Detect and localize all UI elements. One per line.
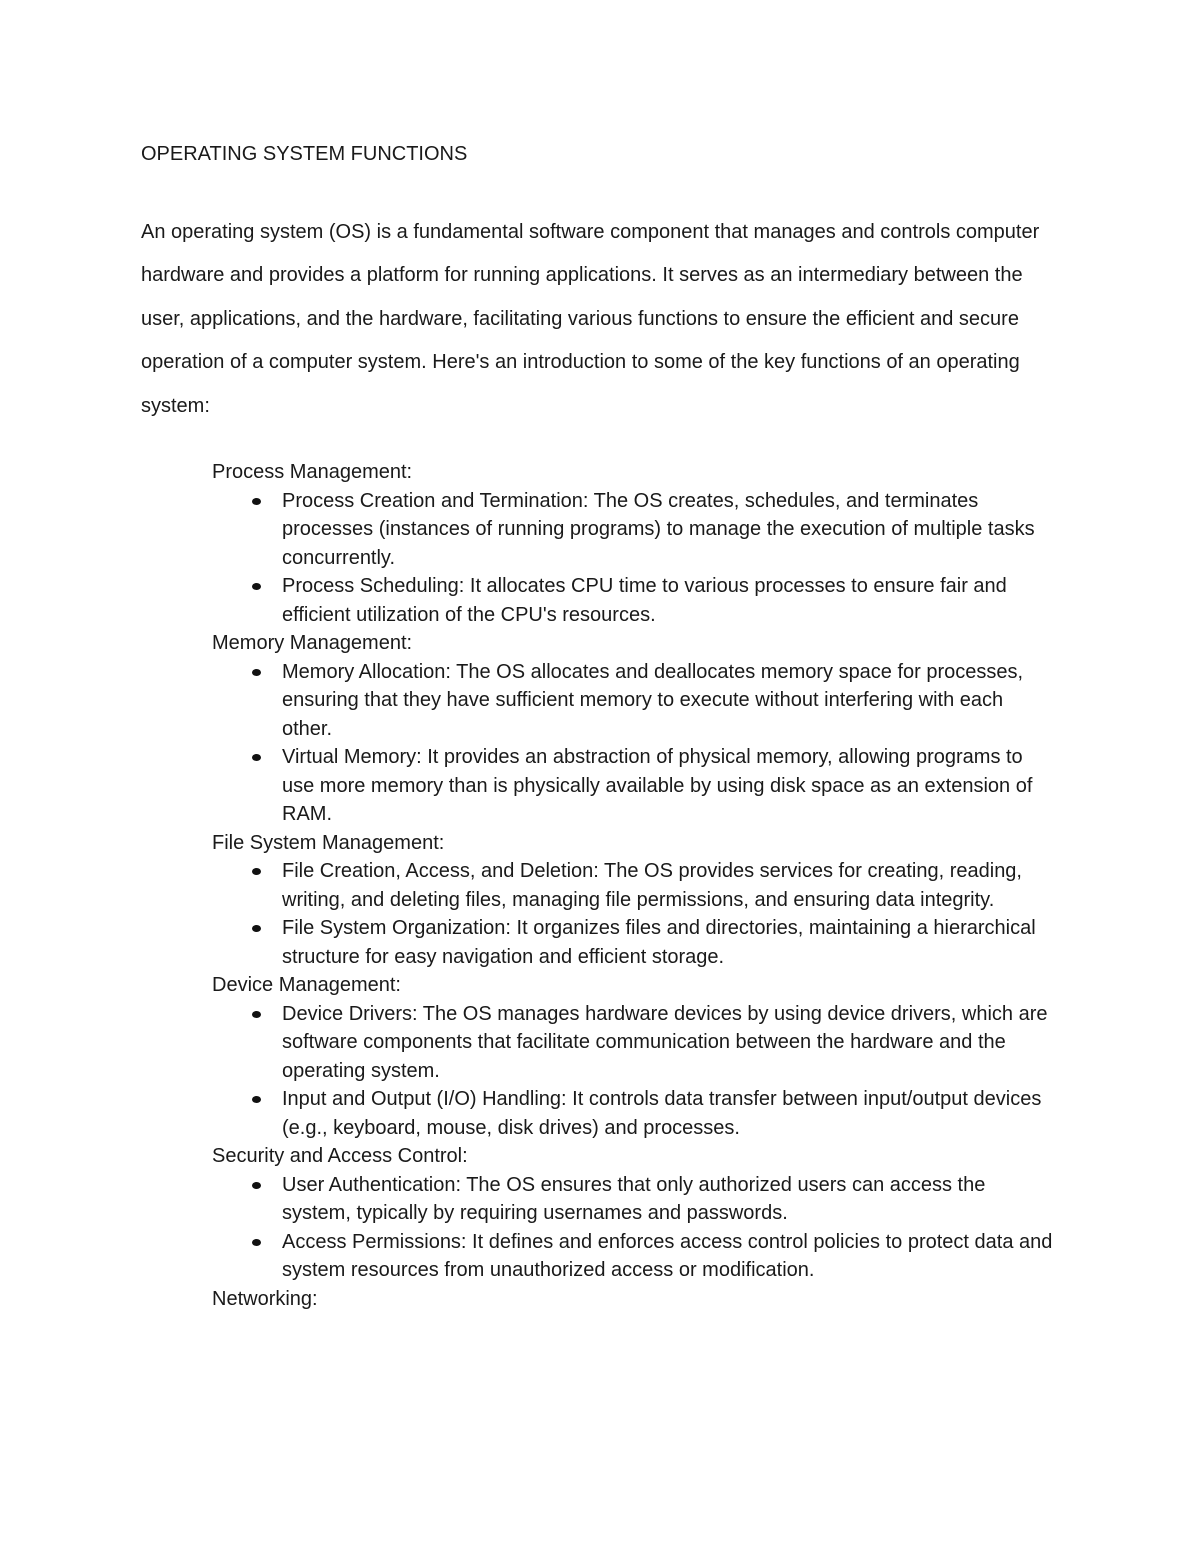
section-heading: Memory Management: [212,632,413,654]
bullet-icon [252,1096,261,1103]
list-item [212,1000,1057,1086]
section-file-system-management [212,829,1072,972]
function-sections [212,458,1072,1313]
list-item-text: Memory Allocation: The OS allocates and deallocates memory space for processes, ensuring that they have sufficient memory to execute without interfering with each other. [282,660,1024,740]
section-security-access-control [212,1142,1072,1285]
list-item [212,1085,1057,1142]
list-item-text: File System Organization: It organizes files and directories, maintaining a hierarchical structure for easy navigation and efficient storage. [282,917,1036,968]
list-item-text: Input and Output (I/O) Handling: It controls data transfer between input/output devices (e.g., keyboard, mouse, disk drives) and processes. [282,1088,1042,1139]
list-item [212,487,1057,573]
bullet-icon [252,498,261,505]
list-item-text: Process Creation and Termination: The OS creates, schedules, and terminates processes (instances of running programs) to manage the execution of multiple tasks concurrently. [282,489,1035,569]
bullet-list [212,857,1072,971]
section-heading: Networking: [212,1287,318,1310]
list-item-text: Access Permissions: It defines and enforces access control policies to protect data and system resources from unauthorized access or modification. [282,1230,1053,1281]
list-item [212,572,1057,629]
section-memory-management [212,629,1072,829]
list-item-text: Device Drivers: The OS manages hardware devices by using device drivers, which are software components that facilitate communication between the hardware and the operating system. [282,1002,1048,1082]
bullet-icon [252,925,261,932]
bullet-icon [252,669,261,676]
list-item [212,658,1057,744]
section-process-management [212,458,1072,629]
list-item [212,857,1057,914]
bullet-icon [252,583,261,590]
bullet-icon [252,754,261,761]
list-item [212,1171,1057,1228]
section-heading: Device Management: [212,974,401,996]
bullet-icon [252,868,261,875]
list-item-text: Virtual Memory: It provides an abstraction of physical memory, allowing programs to use more memory than is physically available by using disk space as an extension of RAM. [282,746,1033,825]
section-device-management [212,971,1072,1142]
list-item-text: File Creation, Access, and Deletion: The OS provides services for creating, reading, writing, and deleting files, managing file permissions, and ensuring data integrity. [282,860,1022,911]
intro-paragraph: An operating system (OS) is a fundamental software component that manages and controls computer hardware and provides a platform for running applications. It serves as an intermediary between the user, applications, and the hardware, facilitating various functions to ensure the efficient and secure operation of a computer system. Here's an introduction to some of the key functions of an operating system: [141,221,1040,417]
section-heading: File System Management: [212,831,445,854]
bullet-icon [252,1182,261,1189]
section-heading: Security and Access Control: [212,1145,468,1167]
list-item [212,1228,1057,1285]
document-title: OPERATING SYSTEM FUNCTIONS [141,143,468,165]
section-networking [212,1285,1072,1314]
bullet-icon [252,1011,261,1018]
bullet-list [212,487,1072,630]
bullet-icon [252,1239,261,1246]
bullet-list [212,1000,1072,1143]
list-item-text: Process Scheduling: It allocates CPU time to various processes to ensure fair and efficient utilization of the CPU's resources. [282,575,1007,626]
bullet-list [212,1171,1072,1285]
section-heading: Process Management: [212,461,413,483]
list-item-text: User Authentication: The OS ensures that only authorized users can access the system, typically by requiring usernames and passwords. [282,1173,986,1224]
list-item [212,914,1057,971]
bullet-list [212,658,1072,829]
list-item [212,743,1057,829]
